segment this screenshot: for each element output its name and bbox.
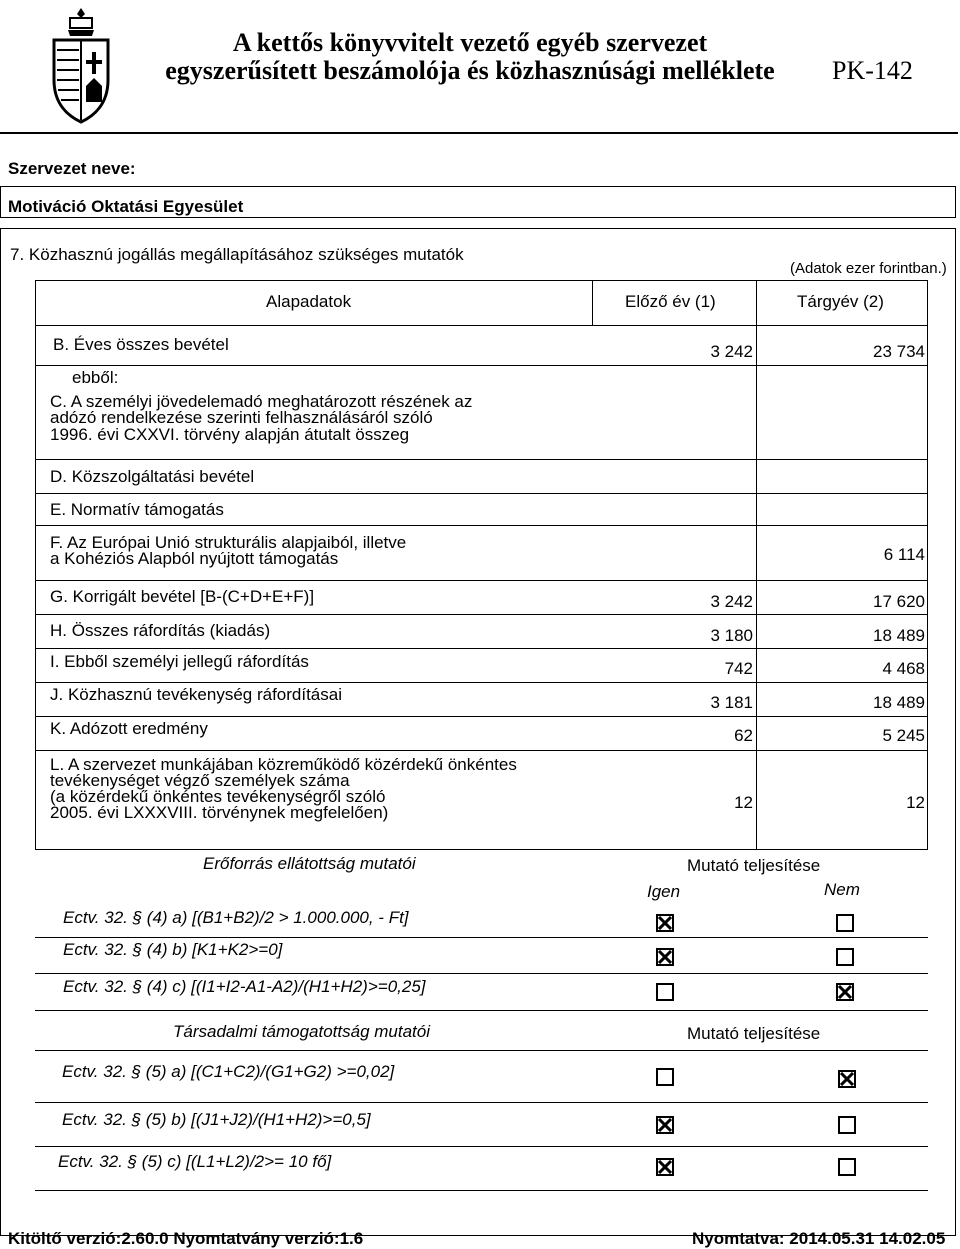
- row-b-label: B. Éves összes bevétel: [53, 335, 229, 354]
- row-j-curr: 18 489: [873, 693, 925, 712]
- org-name-value: Motiváció Oktatási Egyesület: [8, 197, 244, 216]
- resources-c-no-checkbox[interactable]: [836, 983, 854, 1001]
- row-c-label-1: C. A személyi jövedelemadó meghatározott részének az: [50, 392, 473, 411]
- row-l-prev: 12: [734, 793, 753, 812]
- form-code: PK-142: [832, 56, 913, 85]
- social-divider: [35, 1050, 928, 1051]
- social-a-no-checkbox[interactable]: [838, 1070, 856, 1088]
- row-c-label-3: 1996. évi CXXVI. törvény alapján átutalt összeg: [50, 425, 410, 444]
- row-b-curr: 23 734: [873, 342, 925, 361]
- footer-printed: Nyomtatva: 2014.05.31 14.02.05: [692, 1229, 946, 1248]
- social-divider: [35, 1102, 928, 1103]
- resources-a-yes-checkbox[interactable]: [656, 914, 674, 932]
- resources-a-no-checkbox[interactable]: [836, 914, 854, 932]
- no-header: Nem: [824, 880, 860, 899]
- row-divider: [35, 614, 928, 615]
- row-l-label-4: 2005. évi LXXXVIII. törvénynek megfelelően): [50, 803, 389, 822]
- social-item-a-label: Ectv. 32. § (5) a) [(C1+C2)/(G1+G2) >=0,02]: [62, 1062, 395, 1081]
- row-g-curr: 17 620: [873, 592, 925, 611]
- row-divider: [35, 525, 928, 526]
- row-k-label: K. Adózott eredmény: [50, 719, 208, 738]
- yes-header: Igen: [647, 882, 681, 901]
- row-divider: [35, 682, 928, 683]
- row-divider: [35, 459, 928, 460]
- social-divider: [35, 1190, 928, 1191]
- resources-title: Erőforrás ellátottság mutatói: [203, 854, 416, 873]
- resources-b-no-checkbox[interactable]: [836, 948, 854, 966]
- col-header-curr: Tárgyév (2): [797, 292, 884, 311]
- row-divider: [35, 365, 928, 366]
- header-title-line2: egyszerűsített beszámolója és közhasznúsági melléklete: [165, 56, 775, 85]
- row-i-prev: 742: [724, 659, 753, 678]
- resources-item-a-label: Ectv. 32. § (4) a) [(B1+B2)/2 > 1.000.000, - Ft]: [63, 908, 409, 927]
- row-i-curr: 4 468: [882, 659, 925, 678]
- row-l-label-3: (a közérdekű önkéntes tevékenységről szóló: [50, 787, 386, 806]
- row-j-prev: 3 181: [710, 693, 753, 712]
- col-header-base: Alapadatok: [266, 292, 352, 311]
- row-h-label: H. Összes ráfordítás (kiadás): [50, 621, 271, 640]
- resources-perf-title: Mutató teljesítése: [687, 856, 821, 875]
- row-divider: [35, 648, 928, 649]
- row-divider: [35, 750, 928, 751]
- resources-item-b-label: Ectv. 32. § (4) b) [K1+K2>=0]: [63, 940, 283, 959]
- resources-divider: [35, 937, 928, 938]
- social-a-yes-checkbox[interactable]: [656, 1068, 674, 1086]
- row-d-label: D. Közszolgáltatási bevétel: [50, 467, 255, 486]
- row-k-curr: 5 245: [882, 726, 925, 745]
- col-divider-1: [592, 280, 593, 325]
- table-header-divider: [35, 325, 928, 326]
- row-c-label-2: adózó rendelkezése szerinti felhasználásáról szóló: [50, 408, 433, 427]
- row-j-label: J. Közhasznú tevékenység ráfordításai: [50, 685, 342, 704]
- social-perf-title: Mutató teljesítése: [687, 1024, 821, 1043]
- row-h-prev: 3 180: [710, 626, 753, 645]
- social-divider: [35, 1146, 928, 1147]
- row-f-label-1: F. Az Európai Unió strukturális alapjaiból, illetve: [50, 533, 407, 552]
- row-f-label-2: a Kohéziós Alapból nyújtott támogatás: [50, 549, 339, 568]
- resources-divider: [35, 1010, 928, 1011]
- org-name-label: Szervezet neve:: [8, 159, 136, 178]
- social-title: Társadalmi támogatottság mutatói: [173, 1022, 431, 1041]
- resources-divider: [35, 973, 928, 974]
- row-e-label: E. Normatív támogatás: [50, 500, 224, 519]
- row-g-label: G. Korrigált bevétel [B-(C+D+E+F)]: [50, 587, 315, 606]
- social-b-no-checkbox[interactable]: [838, 1116, 856, 1134]
- resources-b-yes-checkbox[interactable]: [656, 948, 674, 966]
- social-item-b-label: Ectv. 32. § (5) b) [(J1+J2)/(H1+H2)>=0,5]: [62, 1110, 371, 1129]
- row-b-prev: 3 242: [710, 342, 753, 361]
- row-l-curr: 12: [906, 793, 925, 812]
- col-header-prev: Előző év (1): [625, 292, 716, 311]
- coat-of-arms-logo: [48, 6, 114, 126]
- row-g-prev: 3 242: [710, 592, 753, 611]
- row-divider: [35, 493, 928, 494]
- row-h-curr: 18 489: [873, 626, 925, 645]
- header-divider: [0, 132, 958, 134]
- social-c-yes-checkbox[interactable]: [656, 1158, 674, 1176]
- resources-item-c-label: Ectv. 32. § (4) c) [(I1+I2-A1-A2)/(H1+H2)>=0,25]: [63, 977, 426, 996]
- footer-version: Kitöltő verzió:2.60.0 Nyomtatvány verzió:1.6: [8, 1229, 364, 1248]
- row-l-label-2: tevékenységet végző személyek száma: [50, 771, 350, 790]
- unit-note: (Adatok ezer forintban.): [790, 260, 947, 277]
- row-divider: [35, 716, 928, 717]
- header-title-line1: A kettős könyvvitelt vezető egyéb szervezet: [232, 28, 708, 57]
- row-divider: [35, 580, 928, 581]
- row-i-label: I. Ebből személyi jellegű ráfordítás: [50, 652, 309, 671]
- section-title: 7. Közhasznú jogállás megállapításához szükséges mutatók: [10, 245, 464, 264]
- social-c-no-checkbox[interactable]: [838, 1158, 856, 1176]
- row-f-curr: 6 114: [883, 545, 925, 564]
- row-k-prev: 62: [734, 726, 753, 745]
- resources-c-yes-checkbox[interactable]: [656, 983, 674, 1001]
- row-l-label-1: L. A szervezet munkájában közreműködő közérdekű önkéntes: [50, 755, 517, 774]
- social-b-yes-checkbox[interactable]: [656, 1116, 674, 1134]
- row-ebbol-label: ebből:: [72, 368, 119, 387]
- social-item-c-label: Ectv. 32. § (5) c) [(L1+L2)/2>= 10 fő]: [58, 1152, 332, 1171]
